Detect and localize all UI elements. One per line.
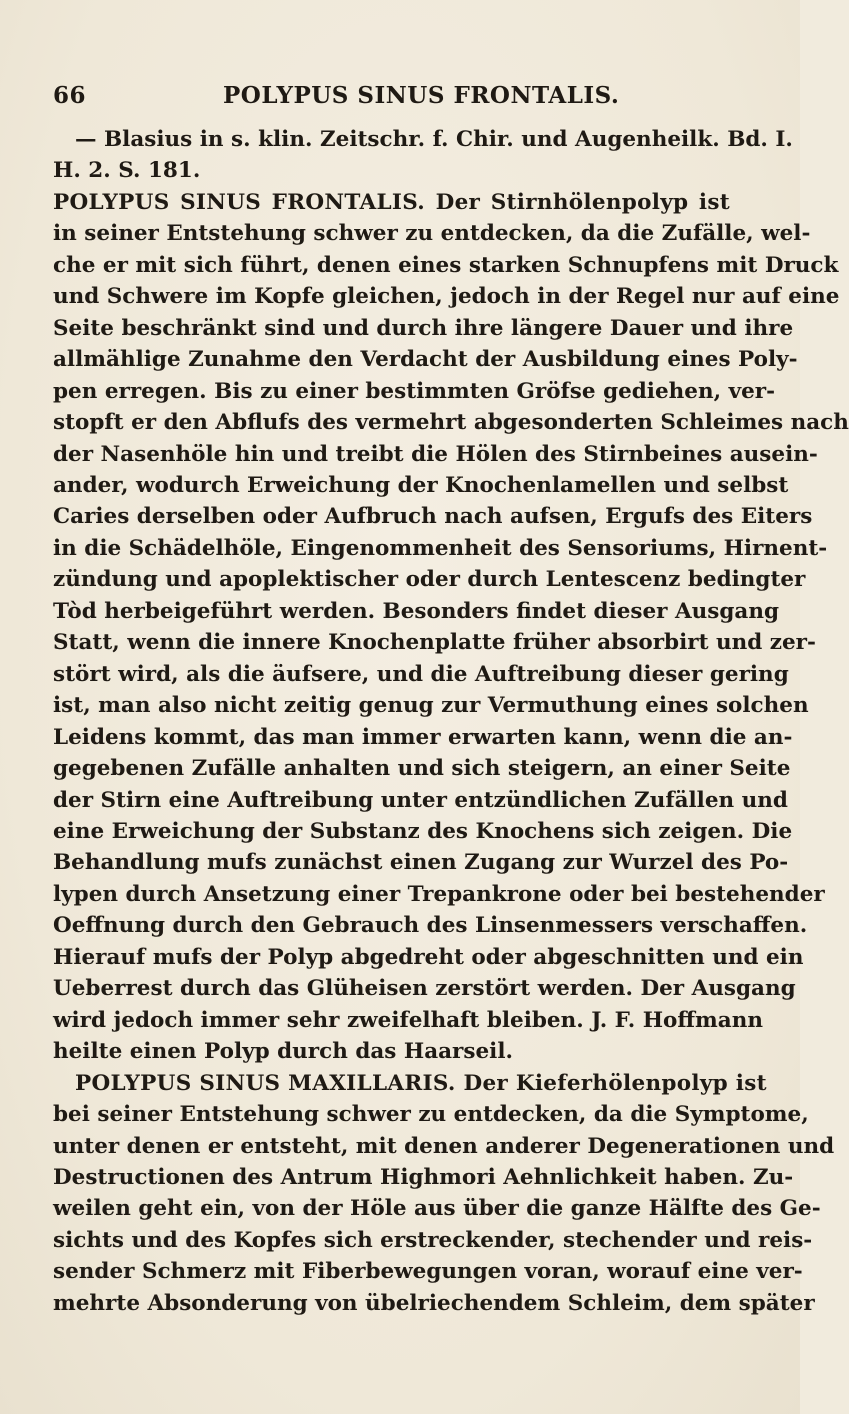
section-heading-maxillaris: POLYPUS SINUS MAXILLARIS. Der Kieferhölenpolyp ist	[75, 1070, 767, 1096]
text-line: Ueberrest durch das Glüheisen zerstört werden. Der Ausgang	[53, 976, 796, 1002]
text-line: ander, wodurch Erweichung der Knochenlamellen und selbst	[53, 472, 789, 498]
text-line: gegebenen Zufälle anhalten und sich steigern, an einer Seite	[53, 756, 791, 782]
text-line: pen erregen. Bis zu einer bestimmten Gröfse gediehen, ver-	[53, 378, 775, 404]
text-line: wird jedoch immer sehr zweifelhaft bleiben. J. F. Hoffmann	[53, 1007, 763, 1033]
text-line: Hierauf mufs der Polyp abgedreht oder abgeschnitten und ein	[53, 944, 804, 970]
text-line: mehrte Absonderung von übelriechendem Schleim, dem später	[53, 1290, 815, 1316]
text-line: Statt, wenn die innere Knochenplatte früher absorbirt und zer-	[53, 630, 816, 656]
text-line: und Schwere im Kopfe gleichen, jedoch in der Regel nur auf eine	[53, 284, 840, 310]
text-line: in seiner Entstehung schwer zu entdecken, da die Zufälle, wel-	[53, 221, 811, 247]
page-number: 66	[53, 82, 87, 109]
text-line: sichts und des Kopfes sich erstreckender, stechender und reis-	[53, 1227, 813, 1253]
text-line: Destructionen des Antrum Highmori Aehnlichkeit haben. Zu-	[53, 1164, 794, 1190]
text-line: Behandlung mufs zunächst einen Zugang zur Wurzel des Po-	[53, 850, 789, 876]
text-line: in die Schädelhöle, Eingenommenheit des Sensoriums, Hirnent-	[53, 535, 828, 561]
text-line: heilte einen Polyp durch das Haarseil.	[53, 1039, 513, 1065]
text-line: che er mit sich führt, denen eines starken Schnupfens mit Druck	[53, 252, 839, 278]
text-line: weilen geht ein, von der Höle aus über die ganze Hälfte des Ge-	[53, 1196, 821, 1222]
running-title: POLYPUS SINUS FRONTALIS.	[223, 82, 620, 109]
text-line: Seite beschränkt sind und durch ihre längere Dauer und ihre	[53, 315, 794, 341]
text-line: stört wird, als die äufsere, und die Auftreibung dieser gering	[53, 661, 789, 687]
text-line: unter denen er entsteht, mit denen anderer Degenerationen und	[53, 1133, 835, 1159]
section-heading-frontalis: POLYPUS SINUS FRONTALIS. Der Stirnhölenpolyp ist	[53, 189, 730, 215]
running-head	[53, 82, 730, 122]
text-line: — Blasius in s. klin. Zeitschr. f. Chir. und Augenheilk. Bd. I.	[75, 127, 793, 152]
text-line: lypen durch Ansetzung einer Trepankrone oder bei bestehender	[53, 881, 825, 907]
text-line: Caries derselben oder Aufbruch nach aufsen, Ergufs des Eiters	[53, 504, 813, 530]
text-line: Tòd herbeigeführt werden. Besonders findet dieser Ausgang	[53, 598, 780, 624]
text-line: ist, man also nicht zeitig genug zur Vermuthung eines solchen	[53, 693, 809, 719]
text-line: allmählige Zunahme den Verdacht der Ausbildung eines Poly-	[53, 347, 798, 373]
text-line: der Nasenhöle hin und treibt die Hölen des Stirnbeines ausein-	[53, 441, 818, 467]
text-line: sender Schmerz mit Fiberbewegungen voran, worauf eine ver-	[53, 1259, 803, 1285]
text-line: Oeffnung durch den Gebrauch des Linsenmessers verschaffen.	[53, 913, 808, 939]
text-line: zündung und apoplektischer oder durch Lentescenz bedingter	[53, 567, 806, 593]
body-text	[53, 124, 849, 1319]
text-line: eine Erweichung der Substanz des Knochens sich zeigen. Die	[53, 818, 793, 844]
text-line: der Stirn eine Auftreibung unter entzündlichen Zufällen und	[53, 787, 788, 813]
text-line: H. 2. S. 181.	[53, 158, 201, 184]
text-line: Leidens kommt, das man immer erwarten kann, wenn die an-	[53, 724, 793, 750]
text-line: bei seiner Entstehung schwer zu entdecken, da die Symptome,	[53, 1102, 809, 1128]
text-line: stopft er den Abflufs des vermehrt abgesonderten Schleimes nach	[53, 410, 849, 436]
